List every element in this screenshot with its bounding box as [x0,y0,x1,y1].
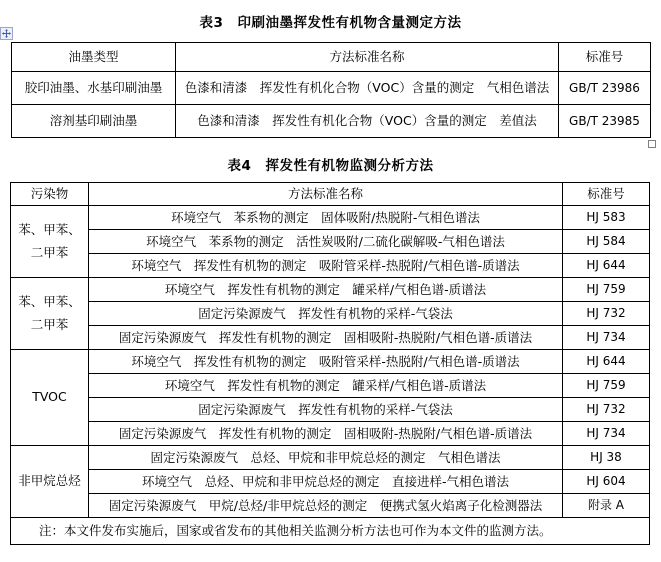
table3-header-standard-no: 标准号 [559,43,651,72]
method-name-cell: 固定污染源废气 挥发性有机物的采样-气袋法 [89,302,563,326]
standard-no-cell: HJ 732 [563,302,650,326]
pollutant-cell: 苯、甲苯、二甲苯 [11,206,89,278]
standard-no-cell: HJ 644 [563,350,650,374]
method-name-cell: 固定污染源废气 甲烷/总烃/非甲烷总烃的测定 便携式氢火焰离子化检测器法 [89,494,563,518]
method-name-cell: 环境空气 挥发性有机物的测定 吸附管采样-热脱附/气相色谱-质谱法 [89,350,563,374]
table-row [11,374,650,398]
table-row [11,254,650,278]
standard-no-cell: HJ 734 [563,422,650,446]
standard-no-cell: HJ 644 [563,254,650,278]
method-name-cell: 环境空气 挥发性有机物的测定 罐采样/气相色谱-质谱法 [89,374,563,398]
table3-header-row [12,43,651,72]
table-row [11,278,650,302]
pollutant-cell: 苯、甲苯、二甲苯 [11,278,89,350]
table-row [11,398,650,422]
method-name-cell: 环境空气 挥发性有机物的测定 吸附管采样-热脱附/气相色谱-质谱法 [89,254,563,278]
method-name-cell: 固定污染源废气 挥发性有机物的测定 固相吸附-热脱附/气相色谱-质谱法 [89,326,563,350]
table3-header-method-name: 方法标准名称 [176,43,559,72]
table-row [11,470,650,494]
table-note-row [11,518,650,545]
table-row [11,422,650,446]
table-row [11,446,650,470]
table-row [12,105,651,138]
standard-no-cell: GB/T 23985 [559,105,651,138]
standard-no-cell: 附录 A [563,494,650,518]
table-resize-handle[interactable] [648,140,656,148]
table3-ink-voc-content-methods [11,42,651,138]
table4-note: 注：本文件发布实施后，国家或省发布的其他相关监测分析方法也可作为本文件的监测方法。 [11,518,650,545]
pollutant-cell: 非甲烷总烃 [11,446,89,518]
table-row [11,230,650,254]
standard-no-cell: HJ 604 [563,470,650,494]
ink-type-cell: 溶剂基印刷油墨 [12,105,176,138]
standard-no-cell: GB/T 23986 [559,72,651,105]
table-row [11,350,650,374]
method-name-cell: 色漆和清漆 挥发性有机化合物（VOC）含量的测定 差值法 [176,105,559,138]
method-name-cell: 固定污染源废气 挥发性有机物的测定 固相吸附-热脱附/气相色谱-质谱法 [89,422,563,446]
method-name-cell: 环境空气 苯系物的测定 固体吸附/热脱附-气相色谱法 [89,206,563,230]
standard-no-cell: HJ 732 [563,398,650,422]
standard-no-cell: HJ 583 [563,206,650,230]
method-name-cell: 环境空气 苯系物的测定 活性炭吸附/二硫化碳解吸-气相色谱法 [89,230,563,254]
table-row [11,302,650,326]
method-name-cell: 环境空气 挥发性有机物的测定 罐采样/气相色谱-质谱法 [89,278,563,302]
pollutant-cell: TVOC [11,350,89,446]
table3-title: 表3 印刷油墨挥发性有机物含量测定方法 [199,15,462,31]
method-name-cell: 环境空气 总烃、甲烷和非甲烷总烃的测定 直接进样-气相色谱法 [89,470,563,494]
table4-header-method-name: 方法标准名称 [89,183,563,206]
table-row [11,494,650,518]
table4-header-pollutant: 污染物 [11,183,89,206]
ink-type-cell: 胶印油墨、水基印刷油墨 [12,72,176,105]
table4-title: 表4 挥发性有机物监测分析方法 [227,158,434,174]
table-row [11,326,650,350]
method-name-cell: 固定污染源废气 挥发性有机物的采样-气袋法 [89,398,563,422]
table4-header-row [11,183,650,206]
table4-voc-monitoring-methods [10,182,650,545]
standard-no-cell: HJ 584 [563,230,650,254]
method-name-cell: 固定污染源废气 总烃、甲烷和非甲烷总烃的测定 气相色谱法 [89,446,563,470]
table-row [12,72,651,105]
table-row [11,206,650,230]
standard-no-cell: HJ 38 [563,446,650,470]
table4-header-standard-no: 标准号 [563,183,650,206]
standard-no-cell: HJ 734 [563,326,650,350]
standard-no-cell: HJ 759 [563,374,650,398]
standard-no-cell: HJ 759 [563,278,650,302]
table3-header-ink-type: 油墨类型 [12,43,176,72]
method-name-cell: 色漆和清漆 挥发性有机化合物（VOC）含量的测定 气相色谱法 [176,72,559,105]
